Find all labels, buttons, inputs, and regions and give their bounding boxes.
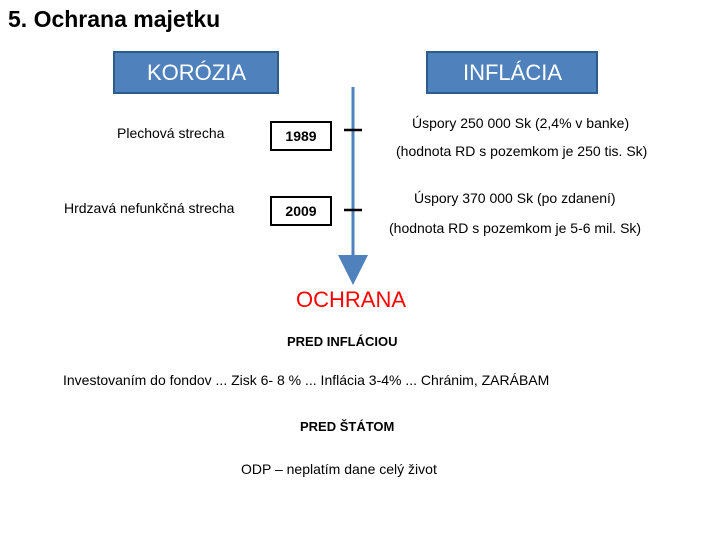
year-2009-label: 2009 xyxy=(285,203,317,219)
row1-line2: (hodnota RD s pozemkom je 250 tis. Sk) xyxy=(396,143,648,159)
row1-line1: Úspory 250 000 Sk (2,4% v banke) xyxy=(412,115,630,131)
year-1989-label: 1989 xyxy=(285,128,317,144)
ochrana-heading: OCHRANA xyxy=(296,287,407,312)
left-label-1: Plechová strecha xyxy=(117,125,225,141)
row2-line1: Úspory 370 000 Sk (po zdanení) xyxy=(414,190,616,206)
row2-line2: (hodnota RD s pozemkom je 5-6 mil. Sk) xyxy=(389,220,642,236)
left-label-2: Hrdzavá nefunkčná strecha xyxy=(64,200,235,216)
inflacia-header-box xyxy=(426,51,598,94)
korozia-label: KORÓZIA xyxy=(147,59,247,85)
korozia-header-box xyxy=(113,51,279,94)
odp-text: ODP – neplatím dane celý život xyxy=(241,461,437,477)
year-1989-box xyxy=(270,121,332,151)
pred-statom-heading: PRED ŠTÁTOM xyxy=(300,419,395,434)
pred-inflaciou-heading: PRED INFLÁCIOU xyxy=(287,334,398,349)
page-title: 5. Ochrana majetku xyxy=(8,6,221,32)
year-2009-box xyxy=(270,196,332,226)
investovanie-text: Investovaním do fondov ... Zisk 6- 8 % ... Inflácia 3-4% ... Chránim, ZARÁBAM xyxy=(63,372,550,388)
inflacia-label: INFLÁCIA xyxy=(462,59,562,85)
